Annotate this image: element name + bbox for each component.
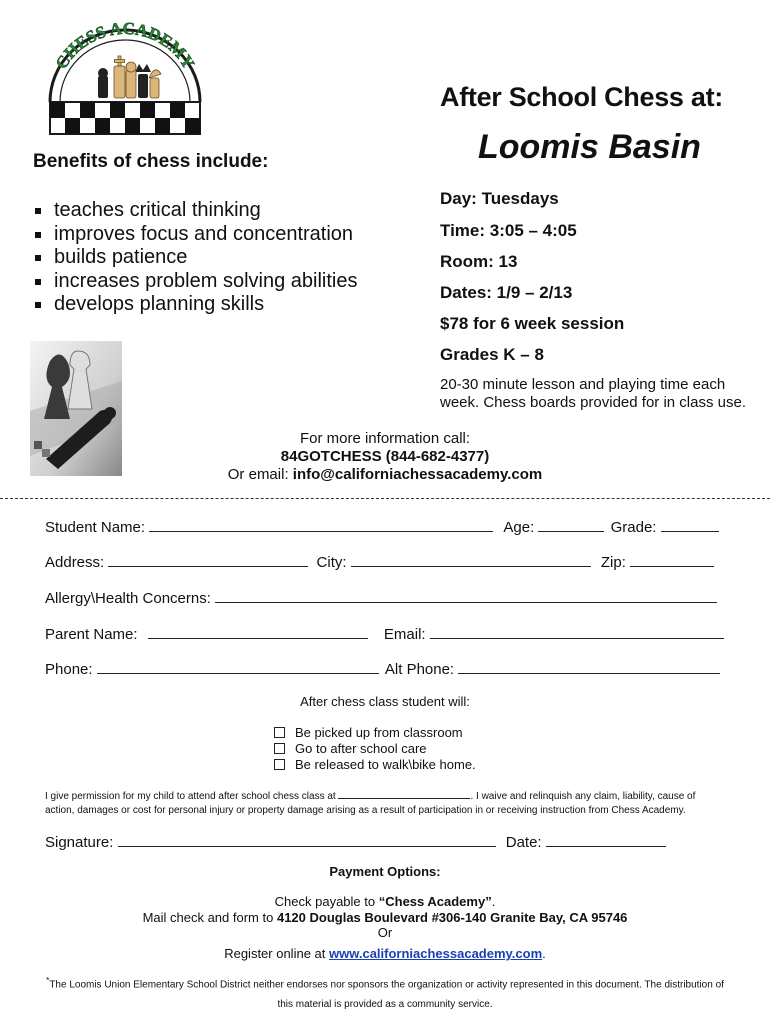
class-room: Room: 13 — [440, 252, 518, 271]
student-name-label: Student Name: — [45, 519, 146, 536]
disclaimer — [40, 970, 730, 1015]
signature-field[interactable] — [118, 832, 496, 847]
allergy-row — [45, 588, 717, 607]
zip-field[interactable] — [630, 552, 714, 567]
after-care-option[interactable] — [274, 741, 427, 756]
contact-info — [0, 430, 770, 484]
walk-bike-checkbox[interactable] — [274, 759, 285, 770]
check-prefix: Check payable to — [274, 894, 376, 909]
email-field[interactable] — [430, 624, 724, 639]
mail-line — [0, 910, 770, 926]
phone-label: Phone: — [45, 661, 93, 678]
payee: “Chess Academy” — [378, 894, 492, 909]
contact-email-label: Or email: — [227, 466, 289, 483]
school-name-field[interactable] — [338, 789, 470, 799]
allergy-label: Allergy\Health Concerns: — [45, 590, 211, 607]
contact-email: info@californiachessacademy.com — [292, 466, 543, 483]
address-label: Address: — [45, 554, 105, 571]
contact-call-label: For more information call: — [299, 430, 471, 447]
disclaimer-text: The Loomis Union Elementary School District neither endorses nor sponsors the organization or activity represented in this document. The distribution of this material is provided as a community service. — [49, 979, 724, 1011]
register-link[interactable]: www.californiachessacademy.com — [329, 946, 543, 961]
pickup-option[interactable] — [274, 725, 463, 740]
signature-row — [45, 832, 666, 851]
signature-label: Signature: — [45, 834, 114, 851]
check-suffix: . — [491, 894, 496, 909]
pickup-label: Be picked up from classroom — [295, 725, 463, 740]
benefits-title: Benefits of chess include: — [33, 151, 269, 172]
list-item: increases problem solving abilities — [33, 270, 357, 294]
class-grades: Grades K – 8 — [440, 345, 544, 364]
date-label: Date: — [505, 834, 542, 851]
list-item: improves focus and concentration — [33, 223, 357, 247]
email-label: Email: — [383, 626, 426, 643]
alt-phone-field[interactable] — [458, 659, 720, 674]
register-prefix: Register online at — [224, 946, 326, 961]
contact-phone: 84GOTCHESS (844-682-4377) — [280, 448, 490, 465]
pickup-checkbox[interactable] — [274, 727, 285, 738]
phone-field[interactable] — [97, 659, 379, 674]
zip-label: Zip: — [600, 554, 626, 571]
age-field[interactable] — [538, 517, 604, 532]
student-name-field[interactable] — [149, 517, 493, 532]
permission-text-b: . I waive and relinquish any claim, liability, cause of action, damages or cost for personal injury or property damage arising as a result of participation in or receiving instruction from Chess Academy. — [45, 791, 696, 816]
svg-text:CHESS ACADEMY: CHESS ACADEMY — [51, 22, 199, 73]
list-item: teaches critical thinking — [33, 199, 357, 223]
parent-name-field[interactable] — [148, 624, 368, 639]
mailing-address: 4120 Douglas Boulevard #306-140 Granite Bay, CA 95746 — [276, 909, 628, 925]
class-price: $78 for 6 week session — [440, 314, 625, 333]
or-label: Or — [377, 925, 393, 940]
parent-row — [45, 624, 724, 643]
address-row — [45, 552, 714, 571]
list-item: builds patience — [33, 246, 357, 270]
walk-bike-label: Be released to walk\bike home. — [295, 757, 476, 772]
payment-title: Payment Options: — [329, 864, 441, 879]
walk-bike-option[interactable] — [274, 757, 476, 772]
list-item: develops planning skills — [33, 293, 357, 317]
register-line — [0, 946, 770, 961]
grade-label: Grade: — [610, 519, 657, 536]
register-suffix: . — [542, 946, 546, 961]
mail-prefix: Mail check and form to — [142, 909, 274, 925]
cut-line-divider — [0, 498, 770, 499]
after-care-checkbox[interactable] — [274, 743, 285, 754]
contact-email-line — [0, 466, 770, 484]
permission-text-a: I give permission for my child to attend after school chess class at — [45, 791, 336, 802]
chess-academy-logo — [42, 22, 208, 136]
phone-row — [45, 659, 720, 678]
class-dates: Dates: 1/9 – 2/13 — [440, 283, 573, 302]
permission-statement — [45, 789, 725, 818]
age-label: Age: — [503, 519, 535, 536]
student-row — [45, 517, 719, 536]
class-time: Time: 3:05 – 4:05 — [440, 221, 577, 240]
class-day: Day: Tuesdays — [440, 189, 559, 208]
flyer-heading: After School Chess at: — [440, 82, 723, 112]
benefits-list — [33, 199, 357, 317]
allergy-field[interactable] — [215, 588, 717, 603]
parent-name-label: Parent Name: — [45, 626, 138, 643]
after-care-label: Go to after school care — [295, 741, 427, 756]
lesson-note: 20-30 minute lesson and playing time each week. Chess boards provided for in class use. — [440, 376, 746, 411]
payment-instructions — [0, 894, 770, 941]
school-name: Loomis Basin — [478, 128, 701, 166]
city-label: City: — [316, 554, 347, 571]
disclaimer-asterisk: * — [46, 975, 50, 985]
grade-field[interactable] — [661, 517, 719, 532]
city-field[interactable] — [351, 552, 591, 567]
check-line — [0, 894, 770, 910]
date-field[interactable] — [546, 832, 666, 847]
after-class-title: After chess class student will: — [300, 694, 470, 709]
address-field[interactable] — [108, 552, 308, 567]
alt-phone-label: Alt Phone: — [384, 661, 455, 678]
